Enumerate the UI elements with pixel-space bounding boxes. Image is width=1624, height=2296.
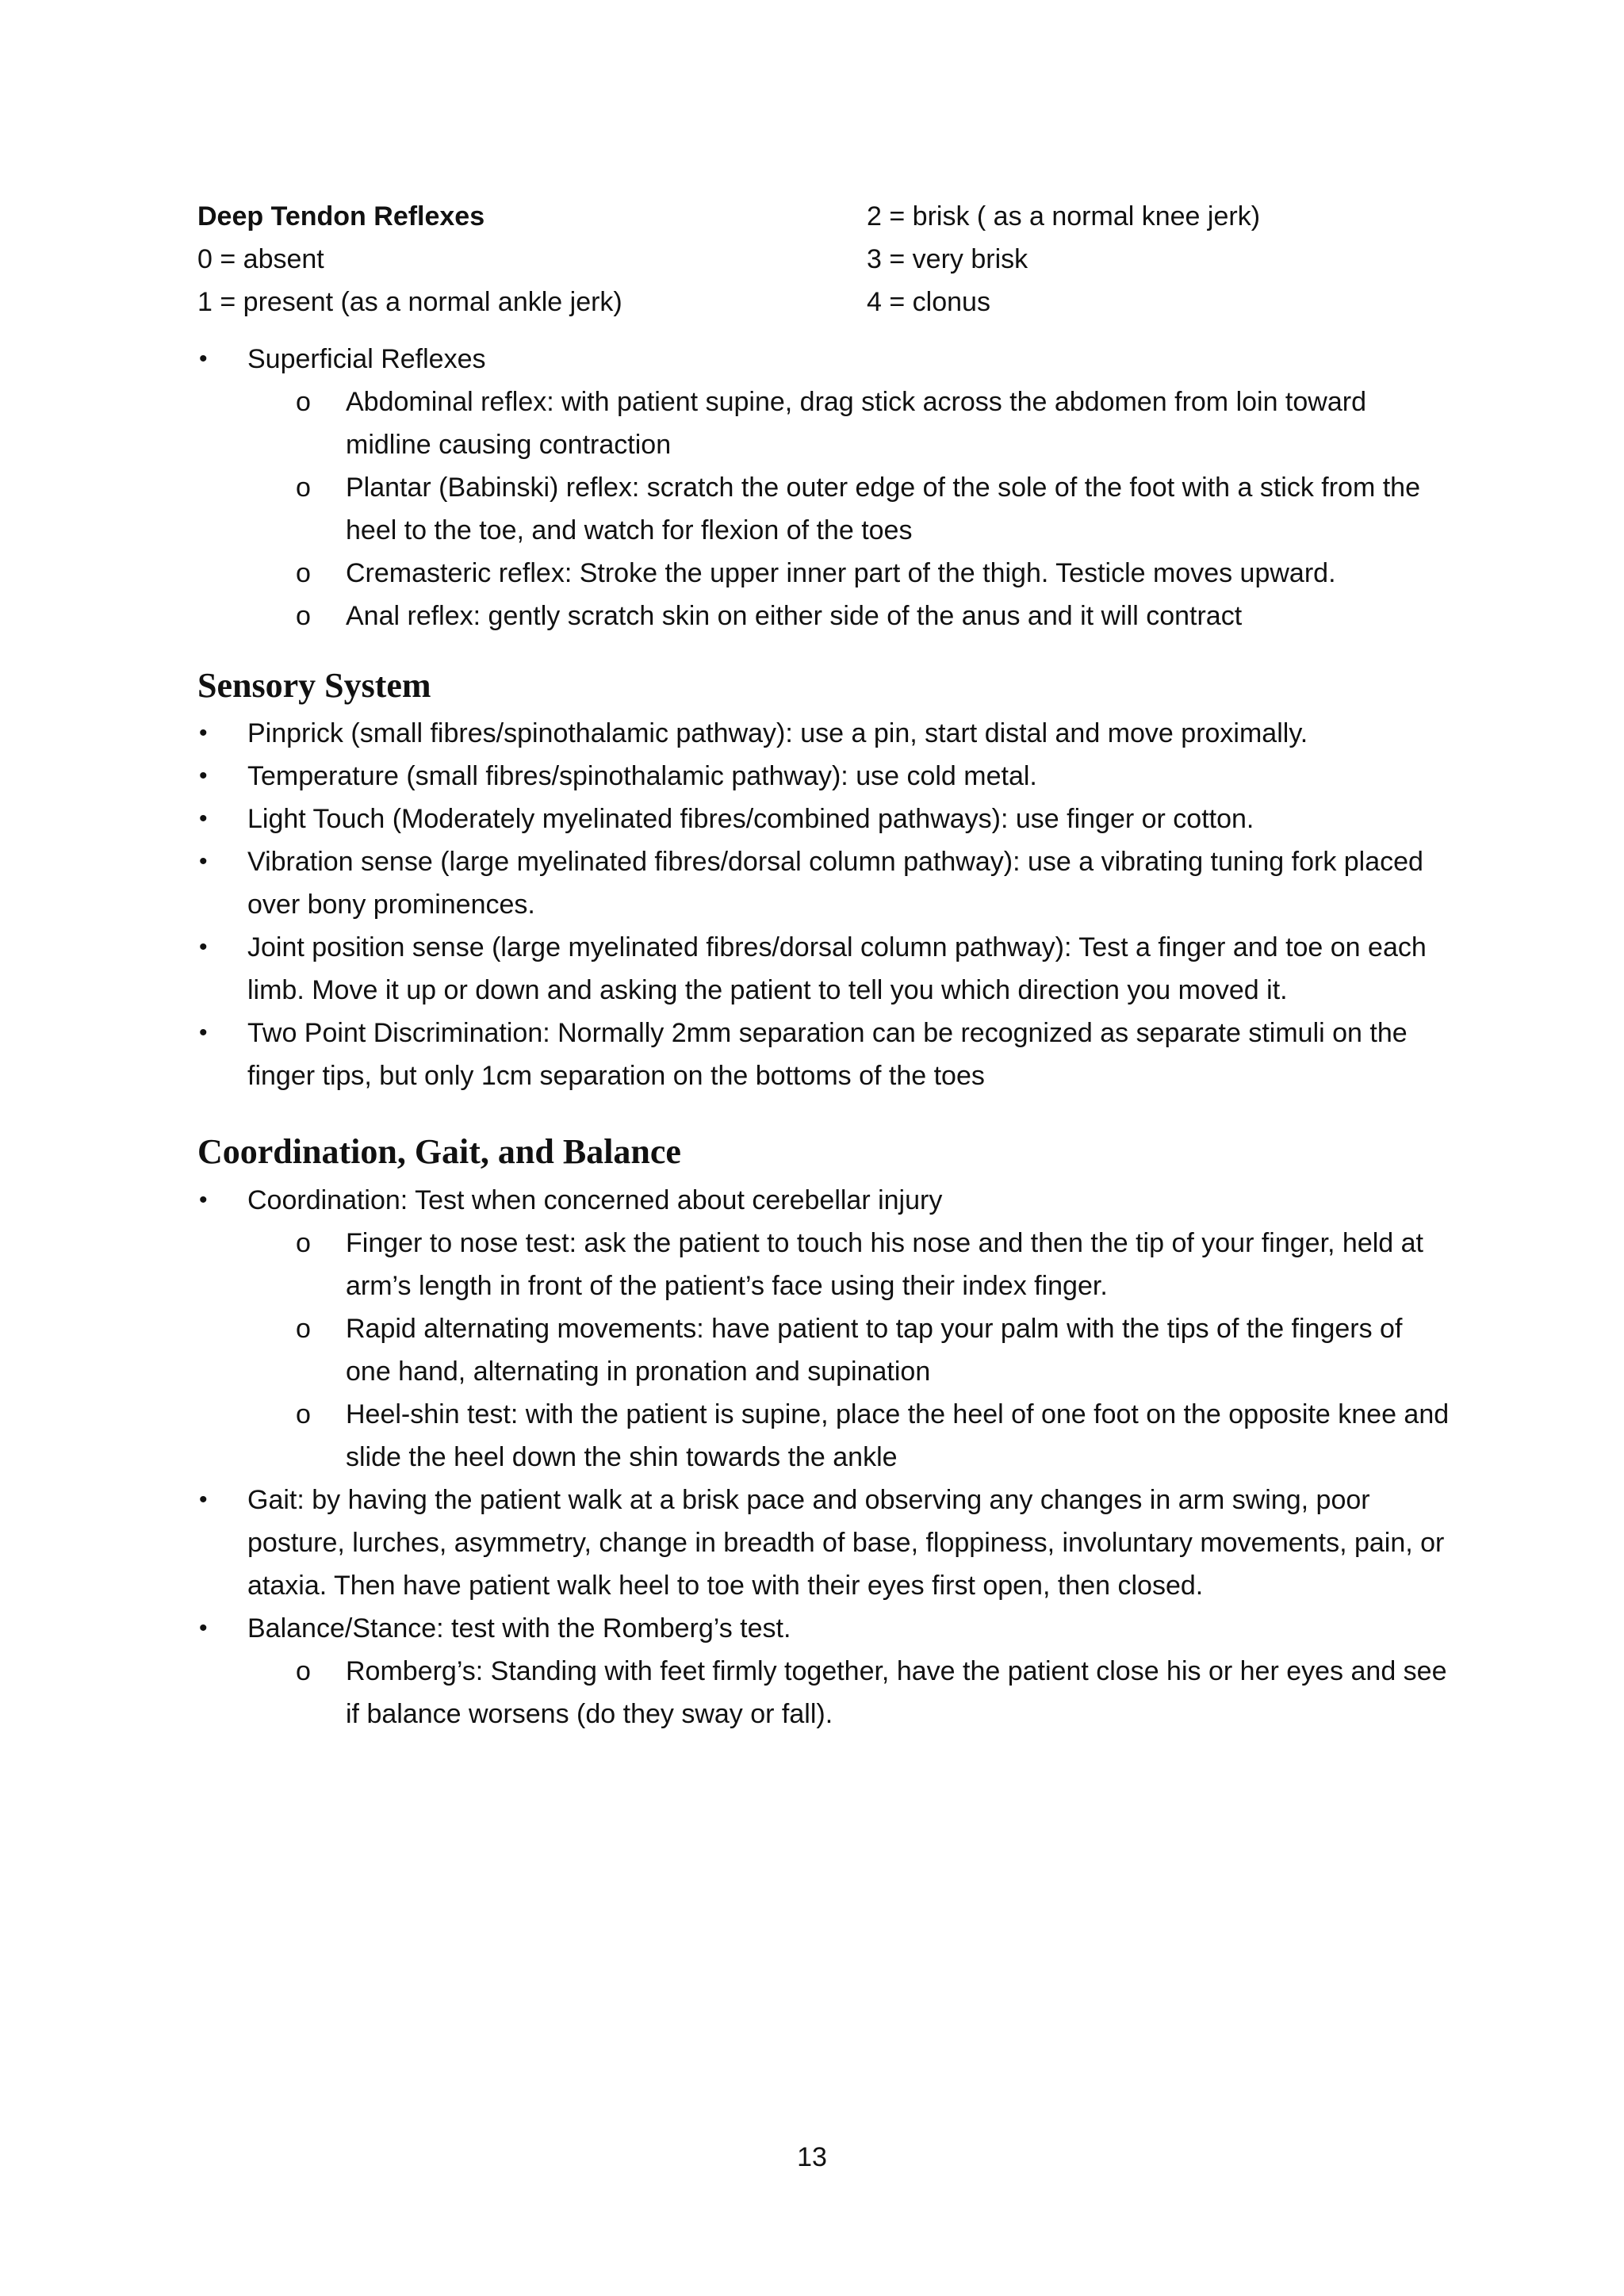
bullet-icon: • (199, 720, 208, 746)
superficial-reflexes-list (197, 338, 1450, 637)
sub-list-item-text: Abdominal reflex: with patient supine, drag stick across the abdomen from loin toward midline causing contraction (346, 387, 1366, 460)
list-item-text: Light Touch (Moderately myelinated fibres/combined pathways): use finger or cotton. (247, 804, 1254, 834)
coordination-list (197, 1179, 1450, 1735)
list-item (197, 338, 1450, 381)
bullet-icon: • (199, 934, 208, 960)
bullet-icon: • (199, 1487, 208, 1513)
reflexes-title: Deep Tendon Reflexes (197, 201, 485, 232)
bullet-icon: • (199, 1187, 208, 1213)
list-item (197, 1012, 1450, 1097)
section-heading-coordination: Coordination, Gait, and Balance (197, 1132, 681, 1171)
sub-list-item (197, 466, 1450, 552)
list-item-text: Coordination: Test when concerned about cerebellar injury (247, 1185, 943, 1215)
list-item (197, 798, 1450, 840)
page-number: 13 (797, 2142, 827, 2172)
list-item (197, 1607, 1450, 1650)
sub-list-item (197, 1222, 1450, 1307)
reflex-grade: 3 = very brisk (867, 244, 1028, 274)
list-item-text: Joint position sense (large myelinated fibres/dorsal column pathway): Test a finger and toe on each limb. Move it up or down and asking the patient to tell you which direction you moved it. (247, 932, 1427, 1005)
list-item (197, 755, 1450, 798)
deep-tendon-reflexes (197, 195, 1466, 323)
sub-list-item (197, 1307, 1450, 1393)
sub-bullet-icon: o (296, 1399, 311, 1429)
reflex-grade: 0 = absent (197, 244, 324, 274)
bullet-icon: • (199, 1615, 208, 1641)
list-item-text: Gait: by having the patient walk at a brisk pace and observing any changes in arm swing, poor posture, lurches, asymmetry, change in breadth of base, floppiness, involuntary movements, pain, or ataxia. Then have patient walk heel to toe with their eyes first open, then closed. (247, 1485, 1445, 1601)
sub-list-item-text: Cremasteric reflex: Stroke the upper inner part of the thigh. Testicle moves upward. (346, 558, 1336, 588)
sub-bullet-icon: o (296, 601, 311, 631)
sub-bullet-icon: o (296, 473, 311, 503)
bullet-icon: • (199, 1020, 208, 1046)
list-item (197, 1179, 1450, 1222)
sub-bullet-icon: o (296, 387, 311, 417)
sub-list-item-text: Rapid alternating movements: have patient to tap your palm with the tips of the fingers of one hand, alternating in pronation and supination (346, 1314, 1403, 1387)
list-item-text: Temperature (small fibres/spinothalamic pathway): use cold metal. (247, 761, 1037, 791)
bullet-icon: • (199, 848, 208, 874)
sub-bullet-icon: o (296, 1228, 311, 1258)
sub-list-item (197, 595, 1450, 637)
list-item (197, 712, 1450, 755)
list-item-text: Superficial Reflexes (247, 344, 486, 374)
bullet-icon: • (199, 346, 208, 372)
sub-list-item-text: Anal reflex: gently scratch skin on either side of the anus and it will contract (346, 601, 1243, 631)
bullet-icon: • (199, 806, 208, 832)
sub-list-item (197, 381, 1450, 466)
list-item (197, 840, 1450, 926)
sensory-list (197, 712, 1450, 1097)
reflex-grade: 4 = clonus (867, 287, 990, 317)
reflex-grade: 1 = present (as a normal ankle jerk) (197, 287, 622, 317)
list-item-text: Vibration sense (large myelinated fibres/dorsal column pathway): use a vibrating tuning fork placed over bony prominences. (247, 847, 1423, 920)
sub-list-item (197, 1393, 1450, 1479)
bullet-icon: • (199, 763, 208, 789)
sub-list-item (197, 552, 1450, 595)
list-item-text: Balance/Stance: test with the Romberg’s test. (247, 1613, 791, 1644)
reflex-grade: 2 = brisk ( as a normal knee jerk) (867, 201, 1261, 232)
sub-bullet-icon: o (296, 558, 311, 588)
sub-bullet-icon: o (296, 1656, 311, 1686)
sub-list-item-text: Romberg’s: Standing with feet firmly together, have the patient close his or her eyes and see if balance worsens (do they sway or fall). (346, 1656, 1447, 1729)
sub-list-item-text: Finger to nose test: ask the patient to touch his nose and then the tip of your finger, held at arm’s length in front of the patient’s face using their index finger. (346, 1228, 1423, 1301)
list-item-text: Two Point Discrimination: Normally 2mm separation can be recognized as separate stimuli on the finger tips, but only 1cm separation on the bottoms of the toes (247, 1018, 1408, 1091)
list-item-text: Pinprick (small fibres/spinothalamic pathway): use a pin, start distal and move proximally. (247, 718, 1308, 748)
list-item (197, 926, 1450, 1012)
sub-list-item (197, 1650, 1450, 1735)
sub-list-item-text: Plantar (Babinski) reflex: scratch the outer edge of the sole of the foot with a stick from the heel to the toe, and watch for flexion of the toes (346, 473, 1421, 545)
section-heading-sensory: Sensory System (197, 666, 431, 705)
sub-list-item-text: Heel-shin test: with the patient is supine, place the heel of one foot on the opposite knee and slide the heel down the shin towards the ankle (346, 1399, 1450, 1472)
list-item (197, 1479, 1450, 1607)
sub-bullet-icon: o (296, 1314, 311, 1344)
